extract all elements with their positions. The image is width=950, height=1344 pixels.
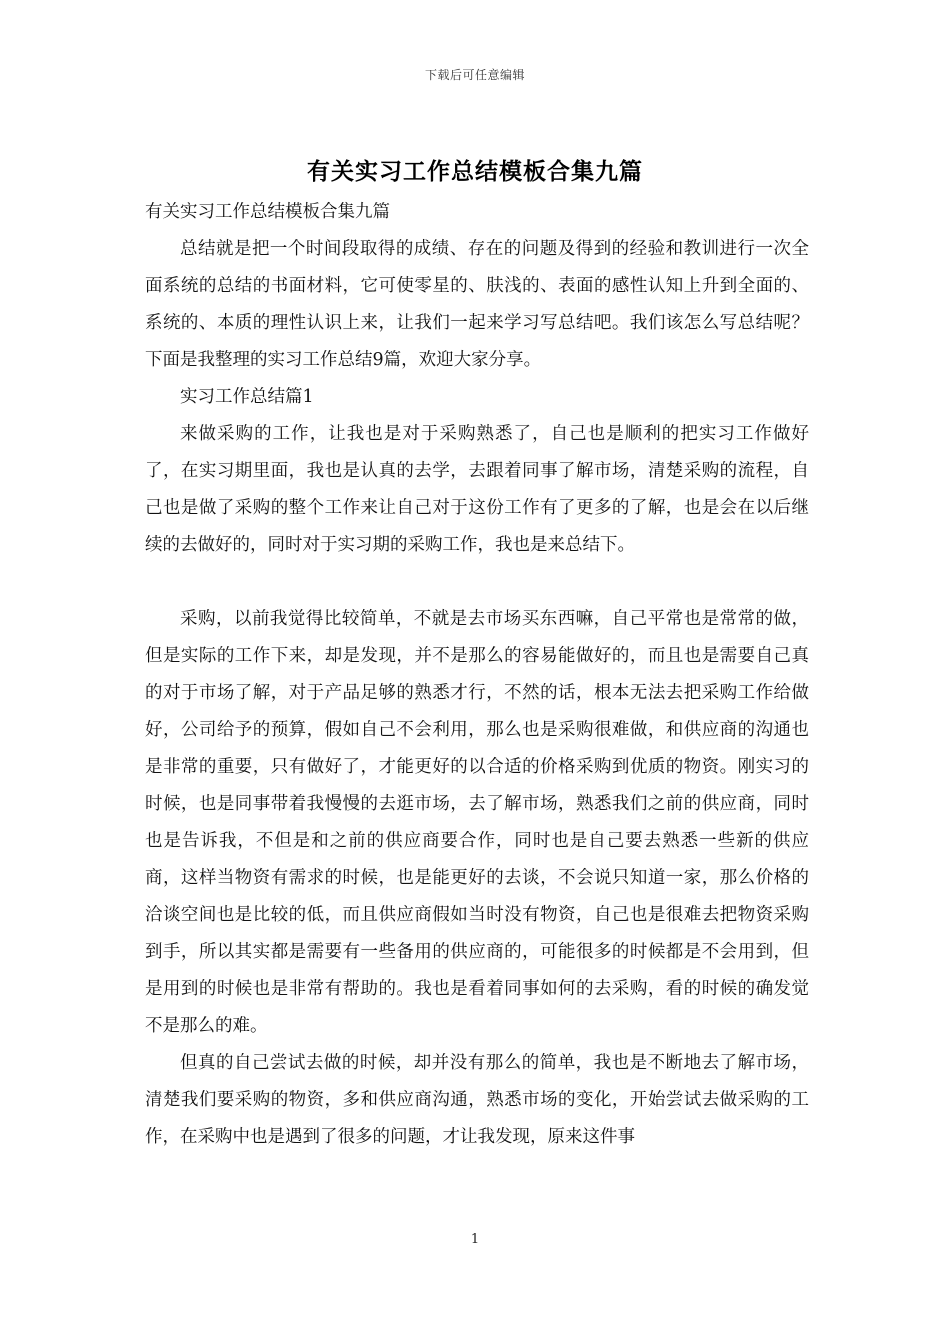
body-paragraph: 来做采购的工作，让我也是对于采购熟悉了，自己也是顺利的把实习工作做好了，在实习期里面，我也是认真的去学，去跟着同事了解市场，清楚采购的流程，自己也是做了采购的整个工作来让自己对于这份工作有了更多的了解，也是会在以后继续的去做好的，同时对于实习期的采购工作，我也是来总结下。 [145, 424, 809, 555]
document-body [145, 194, 809, 1156]
body-paragraph: 采购，以前我觉得比较简单，不就是去市场买东西嘛，自己平常也是常常的做，但是实际的工作下来，却是发现，并不是那么的容易能做好的，而且也是需要自己真的对于市场了解，对于产品足够的熟悉才行，不然的话，根本无法去把采购工作给做好，公司给予的预算，假如自己不会利用，那么也是采购很难做，和供应商的沟通也是非常的重要，只有做好了，才能更好的以合适的价格采购到优质的物资。刚实习的时候，也是同事带着我慢慢的去逛市场，去了解市场，熟悉我们之前的供应商，同时也是告诉我，不但是和之前的供应商要合作，同时也是自己要去熟悉一些新的供应商，这样当物资有需求的时候，也是能更好的去谈，不会说只知道一家，那么价格的洽谈空间也是比较的低，而且供应商假如当时没有物资，自己也是很难去把物资采购到手，所以其实都是需要有一些备用的供应商的，可能很多的时候都是不会用到，但是用到的时候也是非常有帮助的。我也是看着同事如何的去采购，看的时候的确发觉不是那么的难。 [145, 609, 809, 1036]
section-heading: 实习工作总结篇1 [180, 387, 314, 407]
subtitle-paragraph: 有关实习工作总结模板合集九篇 [145, 202, 390, 222]
document-title: 有关实习工作总结模板合集九篇 [307, 158, 643, 185]
header-note: 下载后可任意编辑 [424, 68, 525, 82]
page-number: 1 [470, 1232, 480, 1247]
body-paragraph: 但真的自己尝试去做的时候，却并没有那么的简单，我也是不断地去了解市场，清楚我们要采购的物资，多和供应商沟通，熟悉市场的变化，开始尝试去做采购的工作，在采购中也是遇到了很多的问题，才让我发现，原来这件事 [145, 1053, 809, 1147]
intro-paragraph: 总结就是把一个时间段取得的成绩、存在的问题及得到的经验和教训进行一次全面系统的总结的书面材料，它可使零星的、肤浅的、表面的感性认知上升到全面的、系统的、本质的理性认识上来，让我们一起来学习写总结吧。我们该怎么写总结呢？下面是我整理的实习工作总结9篇，欢迎大家分享。 [145, 239, 809, 370]
